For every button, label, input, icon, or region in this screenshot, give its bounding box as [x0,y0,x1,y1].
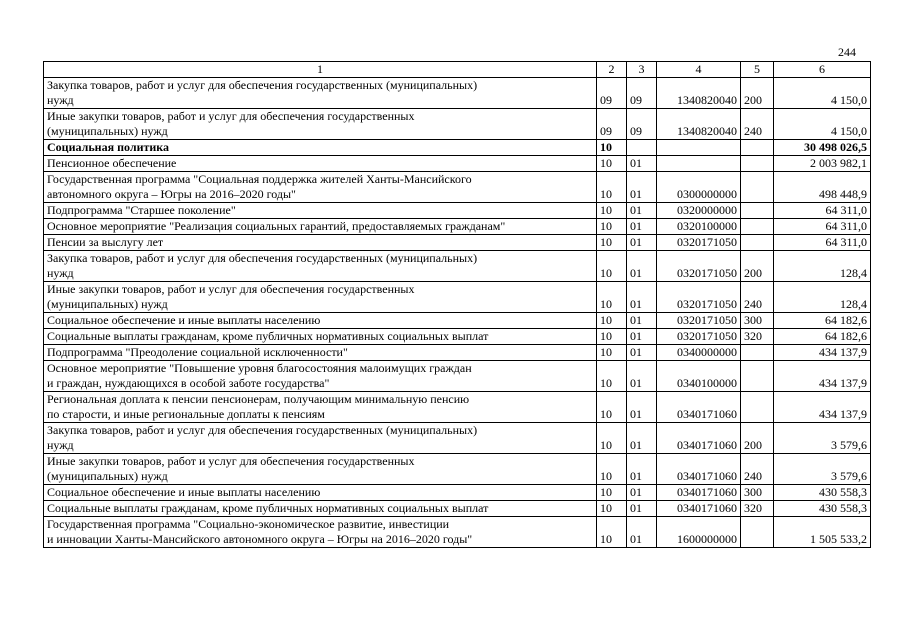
cell-c4: 0320000000 [657,203,741,219]
row-name [44,485,597,501]
cell-c3: 01 [627,172,657,203]
cell-c5: 240 [741,282,774,313]
row-name [44,501,597,517]
row-name-line: (муниципальных) нужд [47,124,168,138]
header-row [44,62,871,78]
cell-c4: 1340820040 [657,109,741,140]
cell-c3: 01 [627,361,657,392]
row-name [44,219,597,235]
row-name-line: Иные закупки товаров, работ и услуг для обеспечения государственных [47,109,415,123]
cell-c3: 01 [627,345,657,361]
cell-c2: 09 [597,109,627,140]
cell-c5 [741,156,774,172]
cell-c2: 10 [597,345,627,361]
cell-c3: 01 [627,235,657,251]
cell-c6: 64 182,6 [774,329,871,345]
table-row [44,345,871,361]
row-name-line: нужд [47,438,74,452]
cell-c2: 10 [597,423,627,454]
row-name-line: и инновации Ханты-Мансийского автономного округа – Югры на 2016–2020 годы" [47,532,473,546]
cell-c4: 0340171060 [657,485,741,501]
cell-c3: 01 [627,329,657,345]
cell-c6: 3 579,6 [774,423,871,454]
cell-c2: 10 [597,235,627,251]
table-header [44,62,871,78]
cell-c2: 10 [597,140,627,156]
cell-c4: 0340171060 [657,454,741,485]
cell-c3: 01 [627,517,657,548]
cell-c5: 200 [741,251,774,282]
table-row [44,78,871,109]
table-body [44,78,871,548]
cell-c6: 434 137,9 [774,345,871,361]
cell-c5 [741,219,774,235]
row-name-line: (муниципальных) нужд [47,297,168,311]
cell-c2: 10 [597,203,627,219]
cell-c2: 09 [597,78,627,109]
cell-c3: 09 [627,109,657,140]
cell-c6: 434 137,9 [774,392,871,423]
cell-c6: 30 498 026,5 [774,140,871,156]
cell-c5 [741,203,774,219]
cell-c4: 0320171050 [657,329,741,345]
row-name [44,313,597,329]
cell-c3: 01 [627,454,657,485]
row-name [44,345,597,361]
table-row [44,454,871,485]
cell-c3 [627,140,657,156]
header-col-6: 6 [774,62,871,78]
cell-c4: 0340171060 [657,392,741,423]
row-name-line: по старости, и иные региональные доплаты к пенсиям [47,407,325,421]
row-name-line: Закупка товаров, работ и услуг для обеспечения государственных (муниципальных) [47,423,478,437]
cell-c2: 10 [597,282,627,313]
cell-c5: 300 [741,313,774,329]
row-name [44,251,597,282]
row-name [44,361,597,392]
cell-c6: 4 150,0 [774,78,871,109]
cell-c2: 10 [597,329,627,345]
header-col-2: 2 [597,62,627,78]
cell-c4: 0320171050 [657,313,741,329]
table-row [44,140,871,156]
row-name-line: Государственная программа "Социальная поддержка жителей Ханты-Мансийского [47,172,472,186]
row-name [44,423,597,454]
page-number: 244 [838,45,856,59]
row-name [44,203,597,219]
cell-c5: 200 [741,78,774,109]
row-name-line: Пенсии за выслугу лет [47,235,164,249]
row-name-line: нужд [47,266,74,280]
row-name-line: Региональная доплата к пенсии пенсионерам, получающим минимальную пенсию [47,392,470,406]
table-row [44,109,871,140]
row-name-line: Основное мероприятие "Реализация социальных гарантий, предоставляемых гражданам" [47,219,506,233]
table-row [44,329,871,345]
row-name-line: Социальные выплаты гражданам, кроме публичных нормативных социальных выплат [47,329,489,343]
cell-c3: 01 [627,423,657,454]
cell-c2: 10 [597,501,627,517]
cell-c3: 01 [627,282,657,313]
row-name [44,392,597,423]
row-name [44,282,597,313]
cell-c5 [741,361,774,392]
row-name-line: и граждан, нуждающихся в особой заботе государства" [47,376,330,390]
row-name [44,156,597,172]
row-name [44,78,597,109]
cell-c3: 01 [627,219,657,235]
cell-c6: 4 150,0 [774,109,871,140]
cell-c3: 01 [627,203,657,219]
cell-c3: 01 [627,485,657,501]
cell-c6: 430 558,3 [774,485,871,501]
cell-c4: 1340820040 [657,78,741,109]
table-row [44,313,871,329]
row-name [44,235,597,251]
row-name [44,172,597,203]
table-row [44,251,871,282]
table-row [44,517,871,548]
cell-c2: 10 [597,172,627,203]
cell-c5: 200 [741,423,774,454]
cell-c4: 0340171060 [657,501,741,517]
cell-c6: 128,4 [774,282,871,313]
cell-c4: 0320171050 [657,282,741,313]
cell-c6: 128,4 [774,251,871,282]
cell-c2: 10 [597,251,627,282]
table-row [44,501,871,517]
table-row [44,172,871,203]
cell-c6: 434 137,9 [774,361,871,392]
cell-c6: 3 579,6 [774,454,871,485]
cell-c6: 1 505 533,2 [774,517,871,548]
cell-c3: 09 [627,78,657,109]
row-name-line: автономного округа – Югры на 2016–2020 годы" [47,187,296,201]
table-row [44,282,871,313]
cell-c4: 0340000000 [657,345,741,361]
cell-c4 [657,156,741,172]
table-row [44,485,871,501]
cell-c4: 0320171050 [657,235,741,251]
cell-c5 [741,517,774,548]
table-row [44,361,871,392]
row-name [44,517,597,548]
cell-c4: 0340171060 [657,423,741,454]
cell-c3: 01 [627,251,657,282]
cell-c2: 10 [597,219,627,235]
cell-c6: 64 311,0 [774,219,871,235]
cell-c3: 01 [627,313,657,329]
cell-c2: 10 [597,156,627,172]
cell-c5: 240 [741,109,774,140]
row-name [44,109,597,140]
cell-c6: 430 558,3 [774,501,871,517]
cell-c3: 01 [627,156,657,172]
budget-table [43,61,871,548]
table-row [44,203,871,219]
row-name-line: Социальное обеспечение и иные выплаты населению [47,313,321,327]
row-name-line: (муниципальных) нужд [47,469,168,483]
cell-c2: 10 [597,361,627,392]
row-name-line: Социальная политика [47,140,170,154]
cell-c4: 1600000000 [657,517,741,548]
cell-c6: 64 311,0 [774,203,871,219]
row-name-line: Основное мероприятие "Повышение уровня благосостояния малоимущих граждан [47,361,472,375]
cell-c2: 10 [597,485,627,501]
row-name-line: Иные закупки товаров, работ и услуг для обеспечения государственных [47,282,415,296]
row-name-line: Государственная программа "Социально-экономическое развитие, инвестиции [47,517,450,531]
header-col-1: 1 [44,62,597,78]
row-name-line: Иные закупки товаров, работ и услуг для обеспечения государственных [47,454,415,468]
cell-c5 [741,172,774,203]
table-row [44,235,871,251]
cell-c4: 0340100000 [657,361,741,392]
cell-c4: 0300000000 [657,172,741,203]
cell-c6: 498 448,9 [774,172,871,203]
cell-c5 [741,392,774,423]
cell-c5: 240 [741,454,774,485]
row-name-line: Подпрограмма "Старшее поколение" [47,203,236,217]
row-name-line: Социальные выплаты гражданам, кроме публичных нормативных социальных выплат [47,501,489,515]
row-name-line: Подпрограмма "Преодоление социальной исключенности" [47,345,348,359]
cell-c2: 10 [597,392,627,423]
table-row [44,392,871,423]
table-row [44,423,871,454]
cell-c5 [741,345,774,361]
cell-c2: 10 [597,454,627,485]
cell-c3: 01 [627,501,657,517]
cell-c4: 0320171050 [657,251,741,282]
cell-c4 [657,140,741,156]
cell-c5 [741,235,774,251]
table-row [44,156,871,172]
cell-c5 [741,140,774,156]
cell-c3: 01 [627,392,657,423]
row-name-line: Закупка товаров, работ и услуг для обеспечения государственных (муниципальных) [47,251,478,265]
cell-c2: 10 [597,313,627,329]
cell-c5: 300 [741,485,774,501]
cell-c6: 2 003 982,1 [774,156,871,172]
cell-c6: 64 311,0 [774,235,871,251]
row-name [44,454,597,485]
cell-c5: 320 [741,329,774,345]
row-name [44,329,597,345]
row-name-line: Пенсионное обеспечение [47,156,177,170]
table-row [44,219,871,235]
row-name-line: нужд [47,93,74,107]
header-col-5: 5 [741,62,774,78]
header-col-4: 4 [657,62,741,78]
header-col-3: 3 [627,62,657,78]
cell-c2: 10 [597,517,627,548]
row-name-line: Закупка товаров, работ и услуг для обеспечения государственных (муниципальных) [47,78,478,92]
cell-c5: 320 [741,501,774,517]
row-name [44,140,597,156]
row-name-line: Социальное обеспечение и иные выплаты населению [47,485,321,499]
cell-c4: 0320100000 [657,219,741,235]
cell-c6: 64 182,6 [774,313,871,329]
